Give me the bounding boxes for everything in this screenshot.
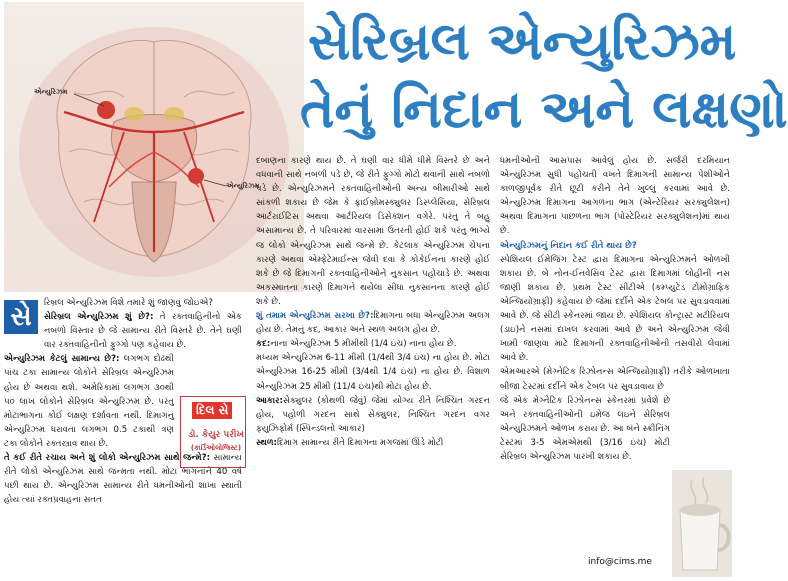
subhead-size: કદ:	[256, 339, 271, 350]
article-column-2	[256, 154, 490, 450]
subhead-shape: આકાર:	[256, 395, 283, 406]
paragraph-causes: દબાણના કારણે થાય છે. તે ઘણી વાર ધીમે ધીમે વિસ્તરે છે અને વધવાની સાથે નબળી પડે છે, જે રીતે ફુગ્ગો મોટો થવાની સાથે નબળો પડે છે. એન્યુરિઝમને રક્તવાહિનીઓની અન્ય બીમારીઓ સાથે સાંકળી શકાય છે જેમ કે ફાઈબ્રોમસ્ક્યુલર ડિસ્પ્લેસિયા, સેરિબ્રલ આર્ટરાઈટિસ અથવા આર્ટરિયલ ડિસેક્શન વગેરે. પરંતુ તે બહુ અસામાન્ય છે. તે પરિવારમાં વારસામાં ઉતરતી હોઈ શકે પરંતુ ભાગ્યે જ લોકો એન્યુરિઝમ સાથે જન્મે છે. કેટલાક એન્યુરિઝમ ચેપના કારણે અથવા એમ્ફેટેમાઈન્સ જેવી દવા કે કોકેઈનના કારણે હોઈ શકે છે જે દિમાગની રક્તવાહિનીઓને નુકસાન પહોંચાડે છે. અથવા અકસ્માતના કારણે દિમાગને થયેલા સીધા નુકસાનના કારણે હોઈ શકે છે.	[256, 156, 490, 307]
body-how-common: લગભગ દોઢથી પાંચ ટકા સામાન્ય લોકોને સેરિબ્રલ એન્યુરિઝમ હોય છે અથવા થશે. અમેરિકામાં લગભગ ૩૦થી ૫૦ લાખ લોકોને સેરિબ્રલ એન્યુરિઝમ છે. પરંતુ મોટાભાગના કોઈ લક્ષણ દર્શાવતા નથી. દિમાગનું એન્યુરિઝમ ધરાવતા લગભગ 0.5 ટકાથી ત્રણ ટકા લોકોને રક્તસ્ત્રાવ થાય છે.	[4, 354, 174, 449]
paragraph-shape	[256, 394, 490, 436]
column-tag: દિલ સે	[192, 402, 232, 419]
article-column-3	[500, 154, 730, 464]
paragraph-mra: એમઆરએ (મેગ્નેટિક રિઝોનન્સ એન્જિયોગ્રાફી) તરીકે ઓળખાતા બીજા ટેસ્ટમાં દર્દીને એક ટેબલ પર સુવડાવાય છે	[500, 367, 730, 392]
author-name: ડો. કેયુર પરીખ	[188, 430, 244, 440]
brain-label-right: એન્યુરિઝમ	[226, 182, 260, 190]
paragraph-diagnosis: સ્પેશિયલ ઈમેજિંગ ટેસ્ટ દ્વારા દિમાગના એન્યુરિઝમને ઓળખી શકાય છે. બે નોન-ઈનવેસિવ ટેસ્ટ દ્વારા દિમાગમાં લોહીની નસ જાણી શકાય છે. પ્રથમ ટેસ્ટ સીટીએ (કમ્પ્યુટેડ ટોમોગ્રાફિક એન્જિયોગ્રાફી) કહેવાય છે જેમાં દર્દીને એક ટેબલ પર સુવડાવવામાં આવે છે. જે સીટી સ્કેનરમાં જાય છે. સ્પેશિયલ કોન્ટ્રાસ્ટ મટીરિયલ (ડાઇ)ને નસમાં દાખલ કરવામાં આવે છે અને એન્યુરિઝમ જેવી ખામી જાણવા માટે દિમાગની રક્તવાહિનીઓની તસવીરો લેવામાં આવે છે.	[500, 254, 730, 364]
paragraph-screening: જે એક મેગ્નેટિક રિઝોનન્સ સ્કેનરમાં પ્રવેશે છે અને રક્તવાહિનીઓની ઇમેજ લઇને સેરિબ્રલ એન્યુરિઝમને ઓળખ કરાય છે. આ બંને સ્ક્રીનિંગ ટેસ્ટમાં 3-5 એમએમથી (3/16 ઇંચ) મોટી સેરિબ્રલ એન્યુરિઝમ પારખી શકાય છે.	[500, 395, 670, 462]
subhead-location: સ્થળ:	[256, 437, 277, 448]
contact-email[interactable]: info@cims.me	[588, 557, 652, 567]
body-location: દિમાગ સામાન્ય રીતે દિમાગના મગજમાં ઊંડે મોટી	[277, 437, 444, 448]
paragraph-intro	[4, 296, 242, 310]
paragraph-arteries: ધમનીઓની આસપાસ આવેલું હોય છે. સર્જરી દરમિયાન એન્યુરિઝમ સુધી પહોંચતી વખતે દિમાગની સામાન્ય પેશીઓને કાળજીપૂર્વક રીતે છૂટી કરીને તેને ખુલ્લું કરવામાં આવે છે. એન્યુરિઝમ દિમાગના આગળના ભાગ (એન્ટેરિયર સરક્યુલેશન) અથવા દિમાગના પાછળના ભાગ (પોસ્ટેરિયર સરક્યુલેશન)માં થાય છે.	[500, 156, 730, 237]
brain-label-left: એન્યુરિઝમ	[34, 88, 68, 96]
subhead-diagnosis	[500, 239, 730, 253]
subhead-how-formed: તે કઈ રીતે રચાય અને શું લોકો એન્યુરિઝમ સાથે જન્મે?:	[4, 453, 211, 464]
intro-text: રિબ્રલ એન્યુરિઝમ વિશે તમારે શું જાણવું જોઇએ?	[44, 298, 213, 308]
subhead-diagnosis-text: એન્યુરિઝમનું નિદાન કઈ રીતે થાય છે?	[500, 240, 637, 251]
body-shape: સેક્યુલર (કોથળી જેવું) જેમાં યોગ્ય રીતે નિશ્ચિત ગરદન હોય, પહોળી ગરદન સાથે સેક્યુલર, નિશ્ચિત ગરદન વગર ફ્યુઝિફોર્મ (સ્પિન્ડલનો આકાર)	[256, 395, 490, 434]
paragraph-all-same	[256, 309, 490, 337]
subhead-all-same: શું તમામ એન્યુરિઝમ સરખા છે?:	[256, 311, 374, 322]
dropcap: સે	[4, 300, 38, 334]
headline-line-2: તેનું નિદાન અને લક્ષણો	[300, 80, 788, 140]
body-size: નાના એન્યુરિઝમ 5 મીમીથી (1/4 ઇંચ) નાના હોય છે.	[270, 339, 457, 350]
body-how-formed: સામાન્ય રીતે લોકો એન્યુરિઝમ સાથે જન્મતા નથી. મોટા ભાગનાને 40 વર્ષ પછી થાય છે. એન્યુરિઝમ સામાન્ય રીતે ધમનીઓની શાખા સ્થાતી હોય ત્યાં રક્તપ્રવાહના સતત	[4, 453, 242, 506]
paragraph-location	[256, 436, 490, 450]
body-what-is: તે રક્તવાહિનીનો એક નબળો વિસ્તાર છે જે સામાન્ય રીતે વિસ્તરે છે. તેને ઘણી વાર રક્તવાહિનીનો ફુગ્ગો પણ કહેવાય છે.	[44, 312, 242, 351]
paragraph-how-common	[4, 352, 174, 451]
body-all-same: દિમાગના બધા એન્યુરિઝમ અલગ હોય છે. તેમનું કદ, આકાર અને સ્થળ અલગ હોય છે.	[256, 311, 490, 336]
subhead-what-is: સેરિબ્રલ એન્યુરિઝમ શું છે?:	[44, 312, 154, 323]
headline-line-1: સેરિબ્રલ એન્યુરિઝમ	[308, 12, 737, 72]
paragraph-what-is	[4, 310, 242, 352]
author-role: (કાર્ડિઓલોજિસ્ટ)	[190, 444, 242, 452]
subhead-how-common: એન્યુરિઝમ કેટલું સામાન્ય છે?:	[4, 354, 120, 365]
paragraph-size	[256, 337, 490, 351]
paragraph-size-detail: મધ્યમ એન્યુરિઝમ 6-11 મીમી (1/4થી 3/4 ઇંચ) ના હોય છે. મોટા એન્યુરિઝમ 16-25 મીમી (3/4થી 1/4 ઇંચ) ના હોય છે. વિશાળ એન્યુરિઝમ 25 મીમી (11/4 ઇંચ)થી મોટા હોય છે.	[256, 353, 490, 392]
coffee-mug-image	[672, 470, 732, 577]
